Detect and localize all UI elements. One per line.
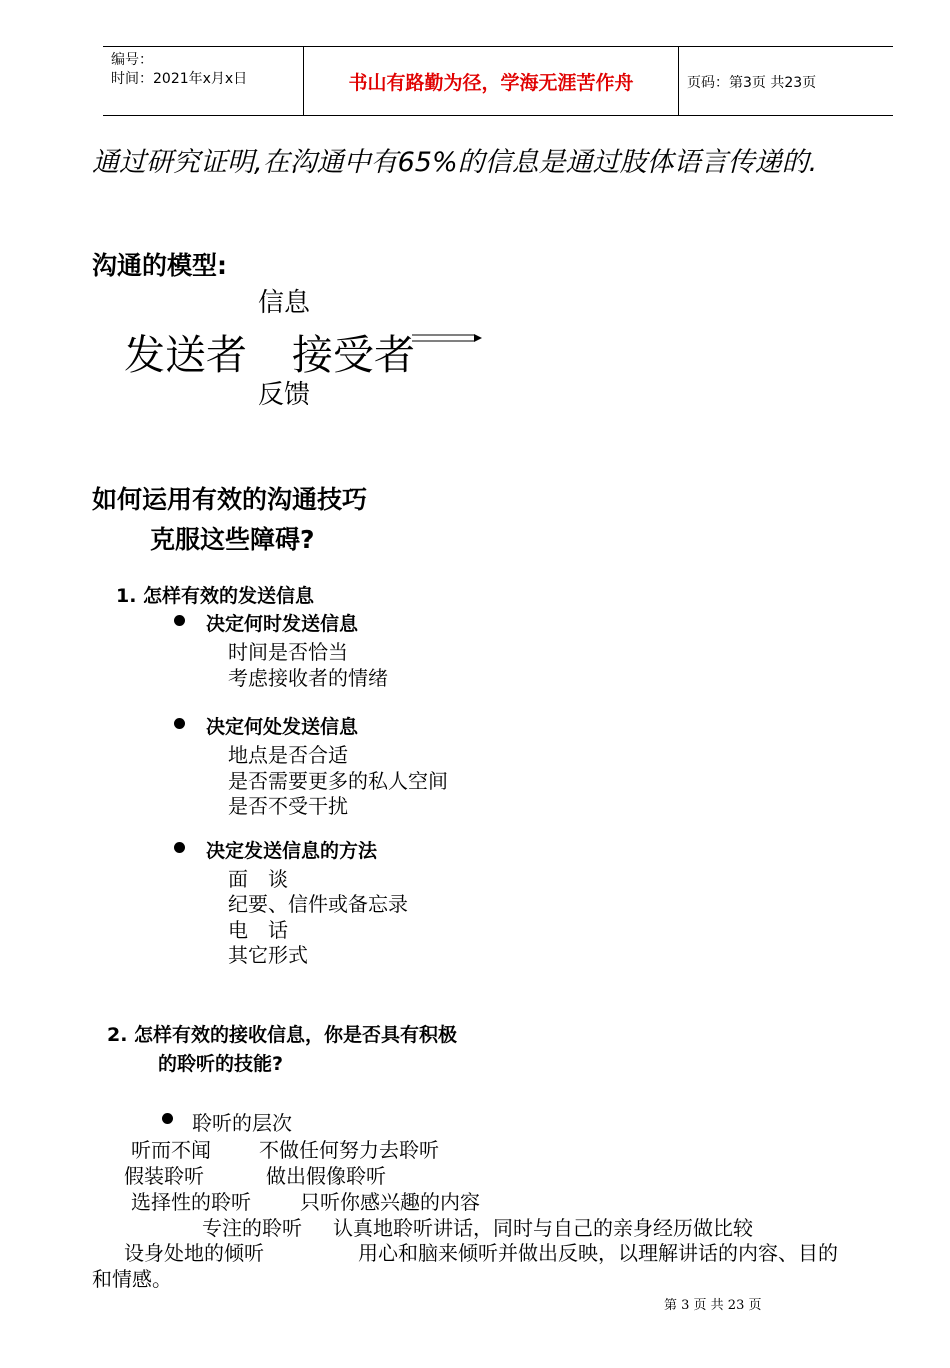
listening-level-desc: 做出假像聆听 (266, 1164, 386, 1188)
section1-item: 电 话 (228, 918, 288, 942)
document-header (103, 46, 893, 116)
section1-item: 纪要、信件或备忘录 (228, 892, 408, 916)
section1-group-head: 决定何时发送信息 (206, 613, 359, 635)
section1-group-head: 决定何处发送信息 (206, 716, 359, 738)
model-info-label: 信息 (258, 288, 311, 318)
listening-level-desc: 只听你感兴趣的内容 (300, 1190, 480, 1214)
question-heading-line2: 克服这些障碍? (150, 525, 315, 554)
listening-level-desc-wrap: 和情感。 (92, 1267, 172, 1291)
section1-item: 是否不受干扰 (228, 794, 348, 818)
listening-level-desc: 认真地聆听讲话，同时与自己的亲身经历做比较 (333, 1216, 753, 1240)
model-feedback-label: 反馈 (258, 380, 311, 410)
section2-title-line1: 2. 怎样有效的接收信息，你是否具有积极 (107, 1024, 458, 1046)
section1-item: 其它形式 (228, 943, 308, 967)
listening-level-desc: 用心和脑来倾听并做出反映，以理解讲话的内容、目的 (358, 1241, 838, 1265)
model-receiver: 接受者 (292, 331, 415, 379)
bullet-icon (174, 615, 185, 626)
model-sender: 发送者 (124, 331, 247, 379)
listening-level-name: 假装聆听 (124, 1164, 204, 1188)
section1-item: 面 谈 (228, 867, 288, 891)
section1-item: 地点是否合适 (228, 743, 348, 767)
page-footer: 第 3 页 共 23 页 (664, 1298, 762, 1313)
listening-level-name: 选择性的聆听 (131, 1190, 251, 1214)
serial-label: 编号： (111, 52, 153, 68)
section1-item: 考虑接收者的情绪 (228, 666, 388, 690)
header-page-label: 页码：第3页 共23页 (687, 75, 817, 91)
arrow-right-icon (412, 331, 482, 345)
header-divider (678, 47, 679, 115)
model-title: 沟通的模型: (92, 251, 227, 280)
section1-group-head: 决定发送信息的方法 (206, 840, 378, 862)
listening-level-desc: 不做任何努力去聆听 (259, 1138, 439, 1162)
intro-text: 通过研究证明,在沟通中有65%的信息是通过肢体语言传递的. (92, 147, 818, 178)
header-motto: 书山有路勤为径，学海无涯苦作舟 (348, 71, 634, 94)
time-label: 时间：2021年x月x日 (111, 71, 248, 87)
section2-title-line2: 的聆听的技能? (158, 1053, 284, 1075)
section2-bullet: 聆听的层次 (192, 1111, 292, 1135)
listening-level-name: 设身处地的倾听 (124, 1241, 264, 1265)
header-meta (111, 51, 247, 89)
header-divider (303, 47, 304, 115)
section1-item: 是否需要更多的私人空间 (228, 769, 448, 793)
bullet-icon (174, 842, 185, 853)
question-heading-line1: 如何运用有效的沟通技巧 (92, 485, 368, 514)
section1-item: 时间是否恰当 (228, 640, 348, 664)
bullet-icon (174, 718, 185, 729)
listening-level-name: 听而不闻 (131, 1138, 211, 1162)
bullet-icon (162, 1113, 173, 1124)
section1-title: 1. 怎样有效的发送信息 (116, 585, 315, 607)
listening-level-name: 专注的聆听 (202, 1216, 302, 1240)
